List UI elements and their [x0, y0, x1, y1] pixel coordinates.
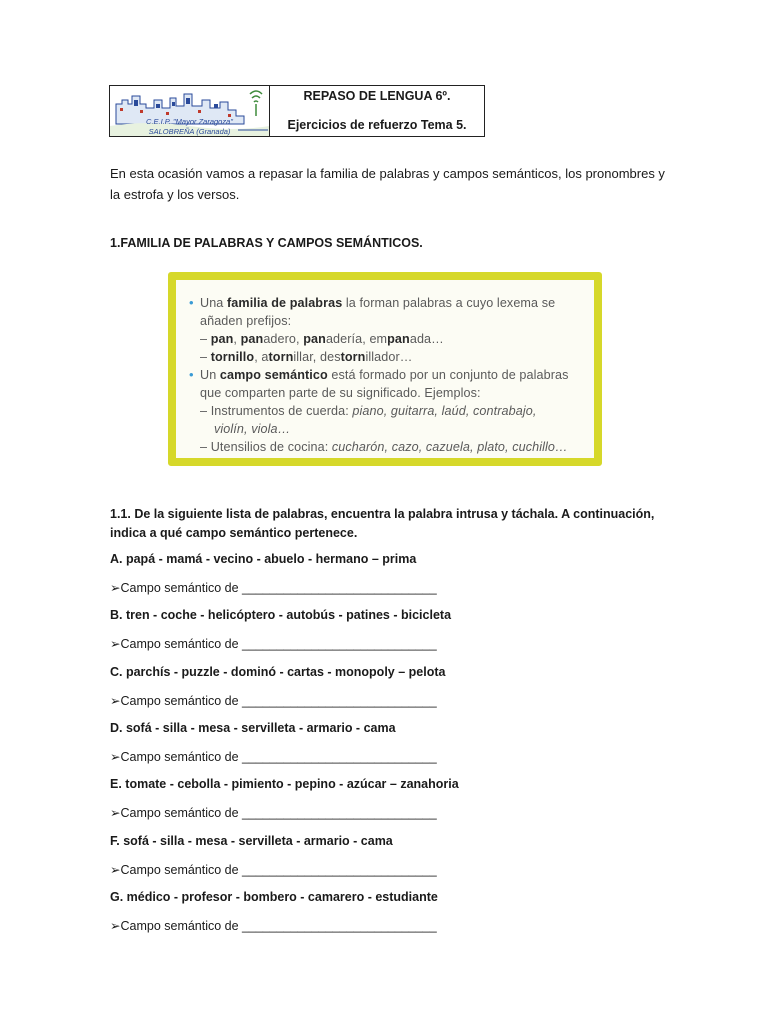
bullet-icon: • — [189, 295, 194, 310]
intro-paragraph: En esta ocasión vamos a repasar la familia de palabras y campos semánticos, los pronombres y la estrofa y los versos. — [110, 166, 665, 202]
exercise-title: 1.1. De la siguiente lista de palabras, encuentra la palabra intrusa y táchala. A continuación, indica a qué campo semántico pertenece. — [110, 507, 655, 540]
concept-example-utensils: – Utensilios de cocina: cucharón, cazo, cazuela, plato, cuchillo… — [200, 440, 568, 454]
answer-line[interactable]: ➢Campo semántico de ____________________________ — [110, 750, 437, 764]
section-title: 1.FAMILIA DE PALABRAS Y CAMPOS SEMÁNTICOS. — [110, 236, 423, 250]
answer-line[interactable]: ➢Campo semántico de ____________________________ — [110, 637, 437, 651]
header-title-cell — [270, 86, 484, 136]
concept-box — [168, 272, 602, 466]
answer-line[interactable]: ➢Campo semántico de ____________________________ — [110, 581, 437, 595]
concept-text: Una — [200, 296, 228, 310]
concept-bullet-field — [186, 366, 576, 384]
page-subtitle: Ejercicios de refuerzo Tema 5. — [287, 118, 467, 132]
answer-line[interactable]: ➢Campo semántico de ____________________________ — [110, 919, 437, 933]
answer-line[interactable]: ➢Campo semántico de ____________________________ — [110, 863, 437, 877]
exercise-item: D. sofá - silla - mesa - servilleta - armario - cama — [110, 721, 396, 735]
exercise-item: C. parchís - puzzle - dominó - cartas - monopoly – pelota — [110, 665, 446, 679]
school-place: SALOBREÑA (Granada) — [148, 127, 231, 136]
answer-line[interactable]: ➢Campo semántico de ____________________________ — [110, 806, 437, 820]
concept-text: Un — [200, 368, 220, 382]
exercise-item: G. médico - profesor - bombero - camarero - estudiante — [110, 890, 438, 904]
concept-example-instruments: – Instrumentos de cuerda: piano, guitarra, laúd, contrabajo, — [200, 404, 537, 418]
concept-example-pan: – pan, panadero, panadería, empanada… — [200, 332, 444, 346]
concept-example-instruments-cont: violín, viola… — [214, 422, 291, 436]
exercise-item: F. sofá - silla - mesa - servilleta - armario - cama — [110, 834, 393, 848]
concept-example-tornillo: – tornillo, atornillar, destornillador… — [200, 350, 413, 364]
concept-text: está formado por un conjunto de palabras — [327, 368, 569, 382]
concept-term-family: familia de palabras — [227, 296, 343, 310]
header-table — [109, 85, 485, 137]
concept-text: que comparten parte de su significado. Ejemplos: — [200, 386, 481, 400]
concept-text: añaden prefijos: — [200, 314, 292, 328]
exercise-item: A. papá - mamá - vecino - abuelo - hermano – prima — [110, 552, 417, 566]
exercise-item: B. tren - coche - helicóptero - autobús - patines - bicicleta — [110, 608, 452, 622]
page-title: REPASO DE LENGUA 6º. — [303, 89, 451, 103]
answer-line[interactable]: ➢Campo semántico de ____________________________ — [110, 694, 437, 708]
exercise-item: E. tomate - cebolla - pimiento - pepino - azúcar – zanahoria — [110, 777, 459, 791]
school-name: C.E.I.P. "Mayor Zaragoza" — [146, 117, 233, 126]
concept-term-field: campo semántico — [219, 368, 328, 382]
school-logo — [110, 86, 270, 136]
bullet-icon: • — [189, 367, 194, 382]
concept-text: la forman palabras a cuyo lexema se — [342, 296, 556, 310]
concept-bullet-family — [186, 294, 576, 312]
